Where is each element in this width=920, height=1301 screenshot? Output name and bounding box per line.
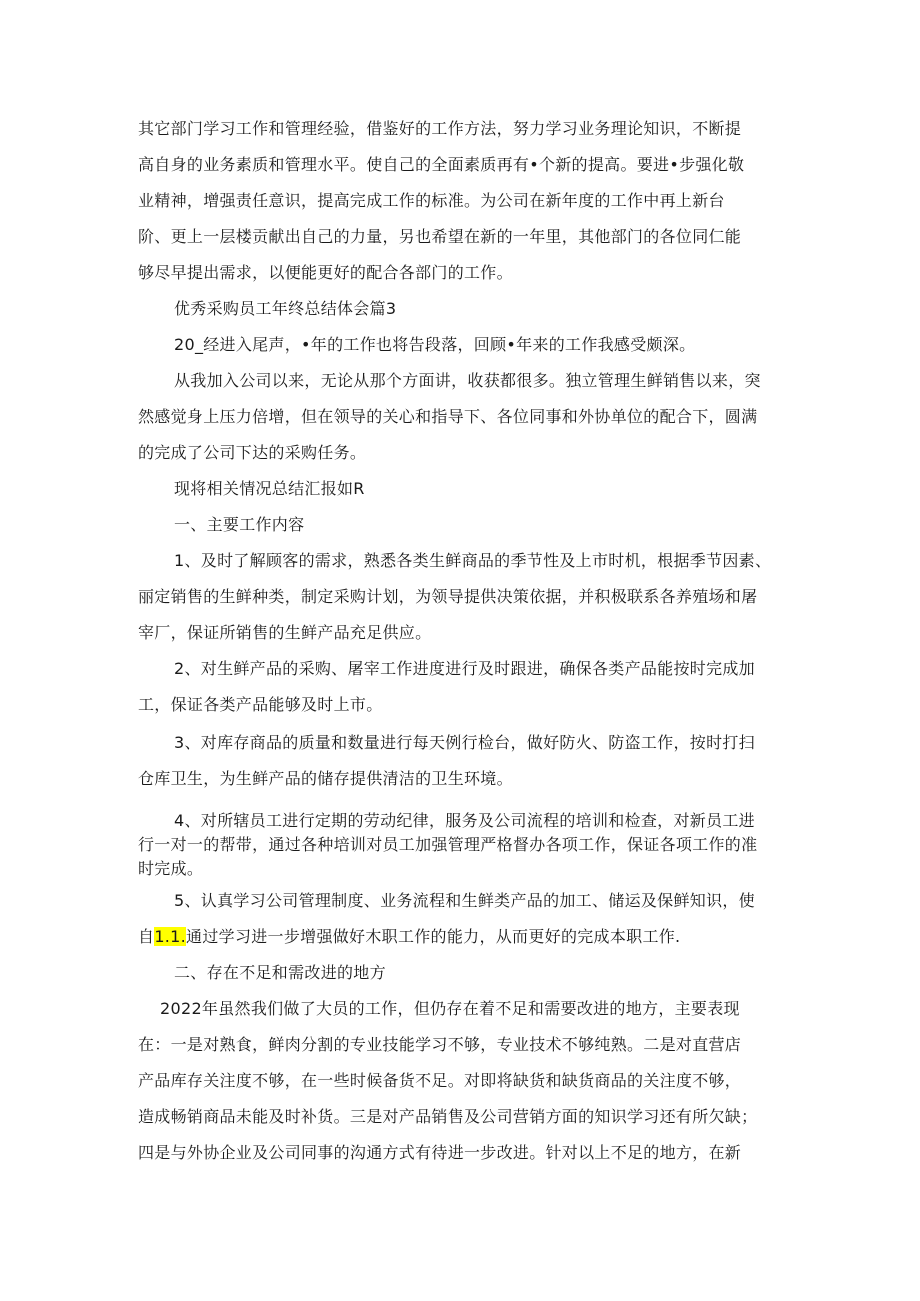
text-fragment: 通过学习进一步增强做好木职工作的能力，从而更好的完成本职工作.: [186, 927, 681, 946]
text-line: 工，保证各类产品能够及时上市。: [138, 695, 383, 714]
text-line: 2022年虽然我们做了大员的工作，但仍存在着不足和需要改进的地方，主要表现: [160, 999, 740, 1018]
section-heading: 二、存在不足和需改进的地方: [174, 963, 386, 982]
text-line: 丽定销售的生鲜种类，制定采购计划，为领导提供决策依据，并积极联系各养殖场和屠: [138, 587, 758, 606]
section-heading: 优秀采购员工年终总结体会篇3: [174, 299, 397, 318]
text-fragment: 自: [138, 927, 155, 946]
text-line: 从我加入公司以来，无论从那个方面讲，收获都很多。独立管理生鲜销售以来，突: [174, 371, 761, 390]
text-line: 3、对库存商品的质量和数量进行每天例行检台，做好防火、防盗工作，按时打扫: [174, 733, 755, 752]
text-line: 四是与外协企业及公司同事的沟通方式有待进一步改进。针对以上不足的地方，在新: [138, 1143, 742, 1162]
text-line: 5、认真学习公司管理制度、业务流程和生鲜类产品的加工、储运及保鲜知识，使: [174, 891, 755, 910]
highlighted-text: 1.1.: [154, 927, 187, 946]
text-line: 阶、更上一层楼贡献出自己的力量，另也希望在新的一年里，其他部门的各位同仁能: [138, 227, 742, 246]
text-line: 宰厂，保证所销售的生鲜产品充足供应。: [138, 623, 432, 642]
text-line: 4、对所辖员工进行定期的劳动纪律，服务及公司流程的培训和检查，对新员工进: [174, 811, 755, 830]
text-line: 高自身的业务素质和管理水平。使自己的全面素质再有•个新的提高。要进•步强化敬: [138, 155, 745, 174]
text-line: 行一对一的帮带，通过各种培训对员工加强管理严格督办各项工作，保证各项工作的准: [138, 835, 758, 854]
text-line: 业精神，增强责任意识，提高完成工作的标准。为公司在新年度的工作中再上新台: [138, 191, 725, 210]
text-line: 仓库卫生，为生鲜产品的储存提供清洁的卫生环境。: [138, 769, 513, 788]
text-line: 1、及时了解顾客的需求，熟悉各类生鲜商品的季节性及上市时机，根据季节因素、: [174, 551, 772, 570]
text-line: 20_经进入尾声，•年的工作也将告段落，回顾•年来的工作我感受颇深。: [174, 335, 696, 354]
text-line: 造成畅销商品未能及时补货。三是对产品销售及公司营销方面的知识学习还有所欠缺；: [138, 1107, 758, 1126]
text-line: 在：一是对熟食，鲜肉分割的专业技能学习不够，专业技术不够纯熟。二是对直营店: [138, 1035, 742, 1054]
text-line: 然感觉身上压力倍增，但在领导的关心和指导下、各位同事和外协单位的配合下，圆满: [138, 407, 758, 426]
text-line: 其它部门学习工作和管理经验，借鉴好的工作方法，努力学习业务理论知识，不断提: [138, 119, 742, 138]
text-line: 产品库存关注度不够，在一些时候备货不足。对即将缺货和缺货商品的关注度不够，: [138, 1071, 742, 1090]
section-heading: 一、主要工作内容: [174, 515, 305, 534]
text-line: [138, 926, 680, 948]
text-line: 的完成了公司下达的采购任务。: [138, 443, 367, 462]
text-line: 2、对生鲜产品的采购、屠宰工作进度进行及时跟进，确保各类产品能按时完成加: [174, 659, 755, 678]
text-line: 够尽早提出需求，以便能更好的配合各部门的工作。: [138, 263, 513, 282]
text-line: 现将相关情况总结汇报如R: [174, 479, 365, 498]
text-line: 时完成。: [138, 859, 204, 878]
